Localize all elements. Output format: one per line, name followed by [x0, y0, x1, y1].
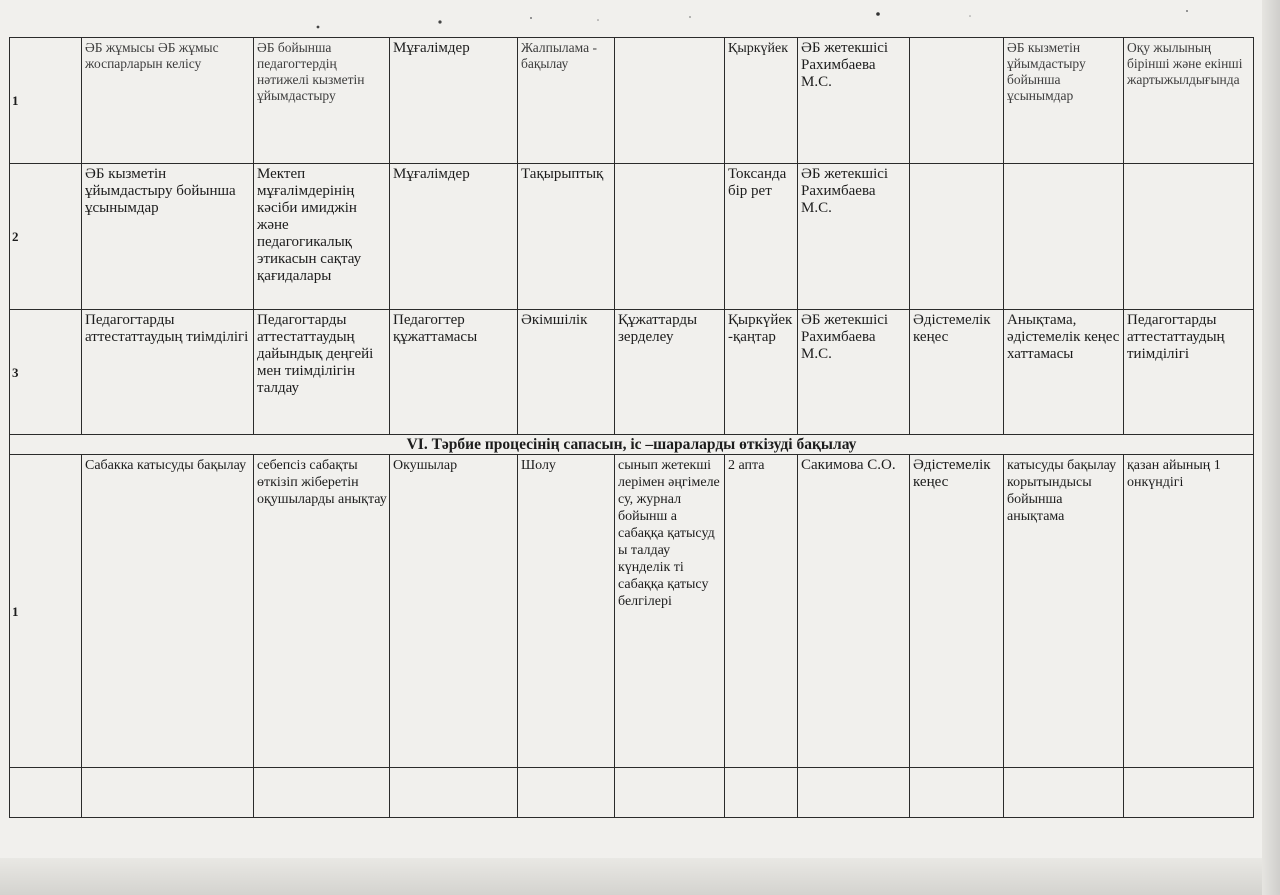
control-object: Педагогтер құжаттамасы	[390, 310, 518, 435]
review-place	[910, 38, 1004, 164]
control-topic: ӘБ кызметін ұйымдастыру бойынша ұсынымдар	[82, 164, 254, 310]
table-row	[10, 164, 1254, 310]
control-type: Жалпылама - бақылау	[518, 38, 615, 164]
control-object: Мұғалімдер	[390, 164, 518, 310]
control-goal	[254, 768, 390, 818]
control-topic: ӘБ жұмысы ӘБ жұмыс жоспарларын келісу	[82, 38, 254, 164]
control-goal: себепсіз сабақты өткізіп жіберетін оқушыларды анықтау	[254, 455, 390, 768]
control-plan-table	[9, 37, 1254, 818]
table-row	[10, 38, 1254, 164]
management-decision: ӘБ кызметін ұйымдастыру бойынша ұсынымдар	[1004, 38, 1124, 164]
row-number: 3	[10, 310, 82, 435]
control-period: Токсанда бір рет	[725, 164, 798, 310]
control-method: сынып жетекші лерімен әңгімеле су, журнал бойынш а сабаққа қатысуд ы талдау күнделік ті сабаққа қатысу белгілері	[615, 455, 725, 768]
control-method: Құжаттарды зерделеу	[615, 310, 725, 435]
row-number: 2	[10, 164, 82, 310]
control-period: Қыркүйек	[725, 38, 798, 164]
control-method	[615, 38, 725, 164]
responsible-person	[798, 768, 910, 818]
top-edge-specks	[0, 0, 1280, 36]
control-type: Әкімшілік	[518, 310, 615, 435]
responsible-person: ӘБ жетекшісі Рахимбаева М.С.	[798, 164, 910, 310]
review-place	[910, 768, 1004, 818]
control-goal: Педагогтарды аттестаттаудың дайындық деңгейі мен тиімділігін талдау	[254, 310, 390, 435]
control-object: Окушылар	[390, 455, 518, 768]
review-place	[910, 164, 1004, 310]
control-type: Шолу	[518, 455, 615, 768]
responsible-person: Сакимова С.О.	[798, 455, 910, 768]
responsible-person: ӘБ жетекшісі Рахимбаева М.С.	[798, 38, 910, 164]
control-period: Қыркүйек-қаңтар	[725, 310, 798, 435]
control-goal: ӘБ бойынша педагогтердің нәтижелі кызметін ұйымдастыру	[254, 38, 390, 164]
review-place: Әдістемелік кеңес	[910, 310, 1004, 435]
second-control: қазан айының 1 онкүндігі	[1124, 455, 1254, 768]
review-place: Әдістемелік кеңес	[910, 455, 1004, 768]
control-type: Тақырыптық	[518, 164, 615, 310]
row-number: 1	[10, 455, 82, 768]
control-object	[390, 768, 518, 818]
control-topic: Сабакка катысуды бақылау	[82, 455, 254, 768]
control-goal: Мектеп мұғалімдерінің кәсіби имиджін және педагогикалық этикасын сақтау қағидалары	[254, 164, 390, 310]
management-decision	[1004, 768, 1124, 818]
control-period: 2 апта	[725, 455, 798, 768]
row-number: 1	[10, 38, 82, 164]
second-control	[1124, 768, 1254, 818]
page-right-shadow	[1262, 0, 1280, 895]
control-method	[615, 164, 725, 310]
control-method	[615, 768, 725, 818]
control-topic	[82, 768, 254, 818]
table-row	[10, 455, 1254, 768]
control-topic: Педагогтарды аттестаттаудың тиімділігі	[82, 310, 254, 435]
management-decision: катысуды бақылау корытындысы бойынша анықтама	[1004, 455, 1124, 768]
control-type	[518, 768, 615, 818]
control-object: Мұғалімдер	[390, 38, 518, 164]
second-control	[1124, 164, 1254, 310]
page-bottom-shadow	[0, 858, 1280, 895]
control-period	[725, 768, 798, 818]
table-row	[10, 310, 1254, 435]
second-control: Оқу жылының бірінші және екінші жартыжылдығында	[1124, 38, 1254, 164]
second-control: Педагогтарды аттестаттаудың тиімділігі	[1124, 310, 1254, 435]
management-decision: Анықтама, әдістемелік кеңес хаттамасы	[1004, 310, 1124, 435]
table-row	[10, 768, 1254, 818]
responsible-person: ӘБ жетекшісі Рахимбаева М.С.	[798, 310, 910, 435]
section-heading-row	[10, 435, 1254, 455]
section-heading: VI. Тәрбие процесінің сапасын, іс –шараларды өткізуді бақылау	[10, 435, 1254, 455]
management-decision	[1004, 164, 1124, 310]
row-number	[10, 768, 82, 818]
